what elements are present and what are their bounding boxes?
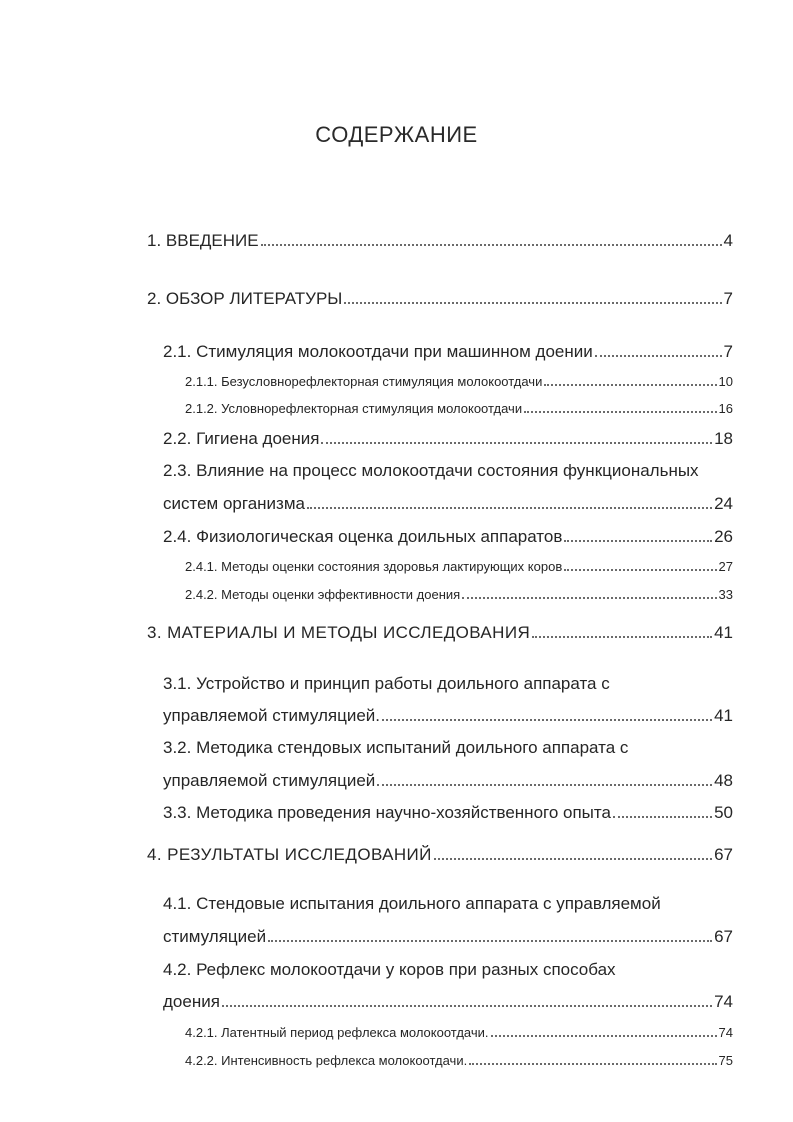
toc-entry — [147, 844, 733, 865]
toc-page-number: 27 — [718, 559, 733, 575]
toc-entry — [185, 1052, 733, 1068]
toc-page-number: 74 — [718, 1025, 733, 1041]
toc-page-number: 48 — [714, 771, 733, 791]
toc-page-number: 75 — [718, 1053, 733, 1069]
dot-leader — [382, 705, 712, 721]
toc-entry-label: стимуляцией — [163, 927, 267, 947]
toc-entry-label: 2.1. Стимуляция молокоотдачи при машинном доении — [163, 342, 593, 362]
toc-entry — [185, 586, 733, 602]
toc-entry — [185, 400, 733, 416]
toc-entry — [163, 341, 733, 362]
dot-leader — [613, 802, 712, 818]
toc-page-number: 26 — [714, 527, 733, 547]
dot-leader — [222, 991, 712, 1007]
toc-page-number: 74 — [714, 992, 733, 1012]
toc-page-number: 24 — [714, 494, 733, 514]
toc-entry-line: 4.2. Рефлекс молокоотдачи у коров при разных способах — [163, 960, 616, 979]
toc-page-number: 4 — [723, 231, 733, 251]
toc-entry — [163, 802, 733, 823]
toc-entry-label: 4.2.1. Латентный период рефлекса молокоотдачи. — [185, 1025, 489, 1041]
toc-page-number: 18 — [714, 429, 733, 449]
toc-page-number: 50 — [714, 803, 733, 823]
toc-entry-line: 2.3. Влияние на процесс молокоотдачи состояния функциональных — [163, 461, 699, 480]
toc-page-number: 67 — [714, 845, 733, 865]
toc-page-number: 41 — [714, 706, 733, 726]
toc-entry — [163, 493, 733, 514]
toc-entry-line: 3.1. Устройство и принцип работы доильного аппарата с — [163, 674, 610, 693]
toc-entry — [163, 526, 733, 547]
dot-leader — [595, 341, 722, 357]
toc-entry-label: 4.2.2. Интенсивность рефлекса молокоотдачи. — [185, 1053, 468, 1069]
dot-leader — [344, 288, 721, 304]
toc-entry — [163, 770, 733, 791]
page-title: СОДЕРЖАНИЕ — [315, 122, 478, 147]
toc-page-number: 16 — [718, 401, 733, 417]
toc-entry — [147, 622, 733, 643]
dot-leader — [261, 230, 722, 246]
toc-page-number: 41 — [714, 623, 733, 643]
toc-entry-label: систем организма — [163, 494, 305, 514]
toc-entry-label: 1. ВВЕДЕНИЕ — [147, 231, 259, 251]
toc-entry-label: 2.1.2. Условнорефлекторная стимуляция молокоотдачи — [185, 401, 523, 417]
toc-entry-label: управляемой стимуляцией. — [163, 706, 381, 726]
dot-leader — [307, 493, 712, 509]
toc-page-number: 10 — [718, 374, 733, 390]
toc-entry-line: 4.1. Стендовые испытания доильного аппарата с управляемой — [163, 894, 661, 913]
toc-page-number: 33 — [718, 587, 733, 603]
toc-entry — [185, 373, 733, 389]
dot-leader — [564, 526, 712, 542]
toc-entry-label: 2.2. Гигиена доения — [163, 429, 320, 449]
toc-entry — [147, 230, 733, 251]
dot-leader — [268, 926, 712, 942]
dot-leader — [469, 1052, 716, 1065]
dot-leader — [544, 373, 716, 386]
dot-leader — [434, 844, 712, 860]
toc-entry-label: 2.4.1. Методы оценки состояния здоровья лактирующих коров — [185, 559, 563, 575]
toc-entry — [147, 288, 733, 309]
toc-entry — [163, 428, 733, 449]
toc-entry-label: 3.3. Методика проведения научно-хозяйственного опыта — [163, 803, 611, 823]
toc-entry-label: 2. ОБЗОР ЛИТЕРАТУРЫ — [147, 289, 343, 309]
dot-leader — [564, 558, 716, 571]
toc-page-number: 7 — [723, 342, 733, 362]
toc-entry-label: 3. МАТЕРИАЛЫ И МЕТОДЫ ИССЛЕДОВАНИЯ — [147, 623, 531, 643]
toc-entry — [163, 705, 733, 726]
toc-entry — [185, 558, 733, 574]
toc-entry — [185, 1024, 733, 1040]
toc-page-number: 67 — [714, 927, 733, 947]
dot-leader — [321, 428, 712, 444]
toc-entry — [163, 991, 733, 1012]
toc-entry-label: доения — [163, 992, 220, 1012]
dot-leader — [462, 586, 716, 599]
toc-page-number: 7 — [723, 289, 733, 309]
dot-leader — [491, 1024, 717, 1037]
toc-entry-label: 2.1.1. Безусловнорефлекторная стимуляция молокоотдачи — [185, 374, 543, 390]
toc-entry — [163, 926, 733, 947]
dot-leader — [377, 770, 712, 786]
toc-entry-label: 4. РЕЗУЛЬТАТЫ ИССЛЕДОВАНИЙ — [147, 845, 432, 865]
toc-entry-label: 2.4. Физиологическая оценка доильных аппаратов — [163, 527, 563, 547]
dot-leader — [524, 400, 716, 413]
toc-entry-label: управляемой стимуляцией — [163, 771, 376, 791]
toc-entry-line: 3.2. Методика стендовых испытаний доильного аппарата с — [163, 738, 629, 757]
dot-leader — [532, 622, 712, 638]
toc-entry-label: 2.4.2. Методы оценки эффективности доения — [185, 587, 461, 603]
